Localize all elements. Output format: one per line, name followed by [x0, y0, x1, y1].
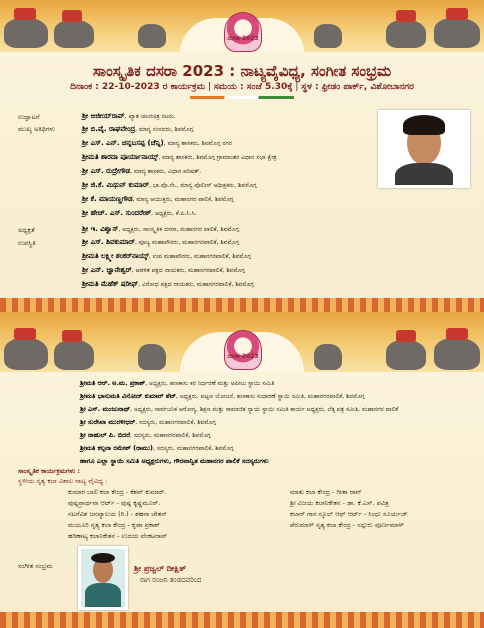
elephant-icon: [54, 20, 94, 48]
person-role: , ಅಧ್ಯಕ್ಷರು, ಪಟ್ಟಣ ಯೋಜನೆ, ಹಣಕಾಸು ಸುಧಾರಣೆ ಸ್ಥಾಯಿ ಸಮಿತಿ, ಮಹಾನಗರಪಾಲಿಕೆ, ಶಿವಮೊಗ್ಗ: [176, 393, 365, 400]
person-role: , ಅಧ್ಯಕ್ಷರು, ಸಾರ್ವಜನಿಕ ಆರೋಗ್ಯ, ಶಿಕ್ಷಣ ಮತ್ತು ಸಾಮಾಜಿಕ ನ್ಯಾಯ ಸ್ಥಾಯಿ ಸಮಿತಿ ಕಾರ್ಯ ಅಧ್ಯಕ್ಷರು, ಲೆಕ್ಕ ಪತ್ರ ಸಮಿತಿ, ಮಹಾನಗರ ಪಾಲಿಕೆ: [130, 406, 399, 413]
howdah-icon: [14, 8, 36, 20]
person-name: ಶ್ರೀಮತಿ ಭಾನುಮತಿ ವಿನೋದ್ ಕುಮಾರ್ ಶೆಟ್: [80, 392, 177, 400]
person-name: ಶ್ರೀ ಇ. ವಿಶ್ವಾಸ್: [82, 225, 119, 233]
pres-label: ಅಧ್ಯಕ್ಷತೆ: [18, 226, 35, 234]
guest-photo: [378, 110, 470, 188]
elephant-icon: [386, 340, 426, 370]
person-name: ಶ್ರೀ ಎನ್. ಜ್ಞಾನೇಶ್ವರ್: [82, 266, 132, 274]
elephant-icon: [4, 18, 48, 48]
list-item: [82, 252, 251, 261]
singer-role: ರಾಗ ರಂಜನಿ ತಂಡದವರಿಂದ: [140, 576, 202, 584]
divider: [190, 96, 294, 99]
person-role: , ಮಾನ್ಯ ಶಾಸಕರು, ಶಿವಮೊಗ್ಗ ನಗರ: [163, 140, 232, 147]
list-item: [80, 418, 216, 427]
group-label: ಸ್ಥಳೀಯ ನೃತ್ಯ ಕಲಾ ವಿಶಾಲ ನಾಟ್ಯ ವೈವಿಧ್ಯ :: [18, 477, 108, 485]
venue-label: ಸ್ಥಳ : ಫ್ರೀಡಂ ಪಾರ್ಕ್, ವಿಶೋಬಾನಗರ: [301, 82, 414, 92]
cultural-label: ಸಾಂಸ್ಕೃತಿಕ ಕಾರ್ಯಕ್ರಮಗಳು :: [18, 467, 81, 475]
top-banner: [0, 0, 484, 52]
person-role: , ಉಪ ಮಹಾಪೌರರು, ಮಹಾನಗರಪಾಲಿಕೆ, ಶಿವಮೊಗ್ಗ: [148, 253, 251, 260]
howdah-icon: [446, 8, 468, 20]
person-role: , ಮಾನ್ಯ ಆಯುಕ್ತರು, ಮಹಾನಗರ ಪಾಲಿಕೆ, ಶಿವಮೊಗ್ಗ: [132, 196, 234, 203]
chief-label: ಮುಖ್ಯ ಅತಿಥಿಗಳು: [18, 125, 55, 133]
elephant-icon: [138, 344, 166, 370]
howdah-icon: [14, 328, 36, 340]
list-item: [82, 181, 257, 190]
list-item: [82, 167, 201, 176]
person-role: , ಅಧ್ಯಕ್ಷರು, ಹಣಕಾಸು ಕರ ನಿರ್ಧರಣೆ ಮತ್ತು ಅಪೀಲು ಸ್ಥಾಯಿ ಸಮಿತಿ: [145, 380, 275, 387]
bottom-border: [0, 612, 484, 628]
list-item: [82, 153, 277, 162]
person-role: , ಅಧ್ಯಕ್ಷರು, ಸಾಂಸ್ಕೃತಿಕ ದಸರಾ, ಮಹಾನಗರ ಪಾಲಿಕೆ, ಶಿವಮೊಗ್ಗ: [118, 226, 240, 233]
howdah-icon: [446, 328, 468, 340]
person-role: , ಮಾನ್ಯ ಸಂಸದರು, ಶಿವಮೊಗ್ಗ: [135, 126, 194, 133]
howdah-icon: [396, 10, 416, 22]
person-name: ಶ್ರೀ ಹೇಚ್. ಎಸ್. ಸುಂದರೇಶ್: [82, 209, 152, 217]
list-item: [82, 209, 197, 218]
program-item: ಹರಿಣಾಟ್ಯ ಕಲಾನಿಕೇತನ - ಉದಯ ವೆಂಕಟರಾವ್: [68, 532, 168, 540]
person-role: , ಸದಸ್ಯರು, ಮಹಾನಗರಪಾಲಿಕೆ, ಶಿವಮೊಗ್ಗ: [135, 419, 216, 426]
person-name: ಶ್ರೀಮತಿ ಶಾರದಾ ಪೂರ್ಯಾನಾಯ್ಕ್: [82, 153, 159, 161]
list-item: [80, 392, 365, 401]
person-name: ಶ್ರೀ ಎಸ್. ಶಿವಕುಮಾರ್: [82, 238, 135, 246]
list-item: [82, 225, 239, 234]
person-name: ಶ್ರೀಮತಿ ಮೆಹೆಕ್ ಷರೀಫ್: [82, 280, 139, 288]
program-item: ಪುಷ್ಪಪ್ರಾರ್ಥನಾ ಆರ್ಟ್ - ಪುಷ್ಪ ಕೃಷ್ಣಮೂರ್.: [68, 499, 161, 507]
shirt: [85, 583, 121, 607]
hair: [91, 553, 115, 563]
elephant-icon: [434, 338, 480, 370]
date-label: ದಿನಾಂಕ : 22-10-2023 ರ ಕಾರ್ಯಕ್ರಮ: [70, 82, 206, 92]
person-role: , ಅಧ್ಯಕ್ಷರು, ಕೆ.ಪಿ.ಸಿ.ಸಿ.: [151, 210, 197, 217]
elephant-icon: [434, 18, 480, 48]
person-name: ಶ್ರೀ ಸುರೇಖಾ ಮುರಳೀಧರ್: [80, 418, 136, 426]
page-title: ಸಾಂಸ್ಕೃತಿಕ ದಸರಾ 2023 : ನಾಟ್ಯವೈವಿಧ್ಯ, ಸಂಗೀತ ಸಂಭ್ರಮ: [92, 62, 392, 80]
person-role: , ಮಾನ್ಯ ಶಾಸಕರು, ಶಿವಮೊಗ್ಗ ಗ್ರಾಮಾಂತರ ವಿಧಾನ ಸಭಾ ಕ್ಷೇತ್ರ: [158, 154, 277, 161]
person-role: , ಸದಸ್ಯರು, ಮಹಾನಗರಪಾಲಿಕೆ, ಶಿವಮೊಗ್ಗ: [153, 445, 234, 452]
elephant-icon: [4, 338, 48, 370]
elephant-icon: [138, 24, 166, 48]
person-name: ಶ್ರೀಮತಿ ಲಕ್ಷ್ಮೀ ಶಂಕರ್‌ನಾಯ್ಕ್: [82, 252, 149, 260]
person-name: ಹಾಗೂ ಎಲ್ಲಾ ಸ್ಥಾಯಿ ಸಮಿತಿ ಅಧ್ಯಕ್ಷರುಗಳು, ಗೌರವಾನ್ವಿತ ಮಹಾನಗರ ಪಾಲಿಕೆ ಸದಸ್ಯರುಗಳು: [80, 457, 269, 465]
person-role: , ಪೂಜ್ಯ ಮಹಾಪೌರರು, ಮಹಾನಗರಪಾಲಿಕೆ, ಶಿವಮೊಗ್ಗ: [134, 239, 240, 246]
person-name: ಶ್ರೀ ಎಸ್. ಎನ್. ಚನ್ನಬಸಪ್ಪ (ಚೆನ್ನಿ): [82, 139, 164, 147]
program-item: ಮಯೂರಿ ನೃತ್ಯ ಕಲಾ ಕೇಂದ್ರ - ಕೃಪಾ ಪ್ರಕಾಶ್: [68, 521, 160, 529]
second-banner: [0, 312, 484, 372]
dasara-logo: ದಸರಾ 2023: [224, 330, 262, 370]
howdah-icon: [62, 10, 82, 22]
person-name: ಶ್ರೀ ಕೆ. ಮಾಯಣ್ಣಗೌಡ: [82, 195, 133, 203]
list-item: [82, 280, 254, 289]
list-item: [82, 238, 239, 247]
list-item: [80, 405, 398, 414]
program-item: ನಟನೆವಿಶ ಜನಪ್ಯಾಲಯ (ರಿ.) - ಶಹನಾ ಚೇತನ್: [68, 510, 167, 518]
person-role: , ವಿರೋಧ ಪಕ್ಷದ ನಾಯಕರು, ಮಹಾನಗರಪಾಲಿಕೆ, ಶಿವಮೊಗ್ಗ: [138, 281, 254, 288]
program-item: ಕಲಾರ್ ಗಾನ ಸ್ಕೂಲ್ ಆಫ್ ಆರ್ಟ್ - ಸಿಂಧು ಸೂರ್ಯಜ್: [290, 510, 408, 518]
person-role: , ಸದಸ್ಯರು, ಮಹಾನಗರಪಾಲಿಕೆ, ಶಿವಮೊಗ್ಗ: [130, 432, 211, 439]
event-details: ದಿನಾಂಕ : 22-10-2023 ರ ಕಾರ್ಯಕ್ರಮ | ಸಮಯ : ಸಂಜೆ 5.30ಕ್ಕೆ | ಸ್ಥಳ : ಫ್ರೀಡಂ ಪಾರ್ಕ್, ವಿಶೋಬಾನಗರ: [70, 82, 414, 92]
list-item: [80, 457, 269, 466]
person-name: ಶ್ರೀ ಬಿ.ವೈ. ರಾಘವೇಂದ್ರ: [82, 125, 136, 133]
music-label: ಸಂಗೀತ ಸಂಭ್ರಮ: [18, 562, 53, 570]
dasara-logo: ದಸರಾ 2023: [224, 12, 262, 52]
program-item: ಶ್ರೀ ವಿಜಯ ಕಲಾನಿಕೇತನ - ಡಾ. ಕೆ.ಎಸ್. ಪವಿತ್ರ: [290, 499, 389, 507]
elephant-icon: [314, 24, 342, 48]
howdah-icon: [62, 330, 82, 342]
person-role: , ಖ್ಯಾತ ಚಲನಚಿತ್ರ ನಟರು.: [124, 113, 176, 120]
person-name: ಶ್ರೀ ಎಸ್. ರುದ್ರೇಗೌಡ: [82, 167, 131, 175]
present-label: ಉಪಸ್ಥಿತಿ: [18, 239, 36, 247]
person-name: ಶ್ರೀಮತಿ ಆರ್. ಅ.ಮ. ಪ್ರಕಾಶ್: [80, 379, 146, 387]
program-item: ಕುಮಾರ ಬಾಲಿ ಕಲಾ ಕೇಂದ್ರ - ಕೆಶವ್ ಕುಮಾರ್.: [68, 488, 167, 496]
person-name: ಶ್ರೀ ಎಸ್. ಮಂಜುನಾಥ್: [80, 405, 131, 413]
list-item: [80, 444, 234, 453]
inaug-label: ಉದ್ಘಾಟನೆ: [18, 113, 40, 121]
elephant-icon: [314, 344, 342, 370]
border-strip: [0, 298, 484, 312]
list-item: [82, 125, 193, 134]
person-name: ಶ್ರೀ ಜಿ.ಕೆ. ಮಿಥುನ್ ಕುಮಾರ್: [82, 181, 149, 189]
list-item: [82, 266, 245, 275]
person-role: , ಭಾ.ಪೊ.ಸೇ., ಮಾನ್ಯ ಪೊಲೀಸ್ ಅಧೀಕ್ಷಕರು, ಶಿವಮೊಗ್ಗ: [149, 182, 257, 189]
list-item: [82, 195, 234, 204]
singer-photo: [78, 546, 128, 610]
program-item: ಮಾತು ಕಲಾ ಕೇಂದ್ರ - ಗೀತಾ ರಾವ್: [290, 488, 362, 496]
elephant-icon: [54, 340, 94, 370]
list-item: [82, 112, 176, 121]
list-item: [82, 139, 232, 148]
list-item: [80, 379, 274, 388]
list-item: [80, 431, 211, 440]
shirt: [395, 163, 453, 188]
person-role: , ಮಾನ್ಯ ಶಾಸಕರು, ವಿಧಾನ ಪರಿಷತ್.: [130, 168, 202, 175]
elephant-icon: [386, 20, 426, 48]
hair: [403, 115, 445, 135]
person-name: ಶ್ರೀ ರಾಹುಲ್ ಪಿ. ಬಿದರೆ: [80, 431, 131, 439]
time-label: ಸಮಯ : ಸಂಜೆ 5.30ಕ್ಕೆ: [213, 82, 293, 92]
person-role: , ಆಡಳಿತ ಪಕ್ಷದ ನಾಯಕರು, ಮಹಾನಗರಪಾಲಿಕೆ, ಶಿವಮೊಗ್ಗ: [131, 267, 245, 274]
howdah-icon: [396, 330, 416, 342]
person-name: ಶ್ರೀ ಅಜೀಯ್‌ರಾವ್: [82, 112, 125, 120]
program-item: ಪೆರುಮಾಳ್ ನೃತ್ಯ ಕಲಾ ಕೇಂದ್ರ - ಸದ್ಗುರು ಪೂರ್ಣಮಾಳ್: [290, 521, 405, 529]
singer-name: ಶ್ರೀ ಪ್ರಜ್ವಲ್ ದೀಕ್ಷಿತ್: [134, 564, 186, 573]
person-name: ಶ್ರೀಮತಿ ಕಲ್ಪನಾ ರಮೇಶ್ (ರಾಮು): [80, 444, 154, 452]
